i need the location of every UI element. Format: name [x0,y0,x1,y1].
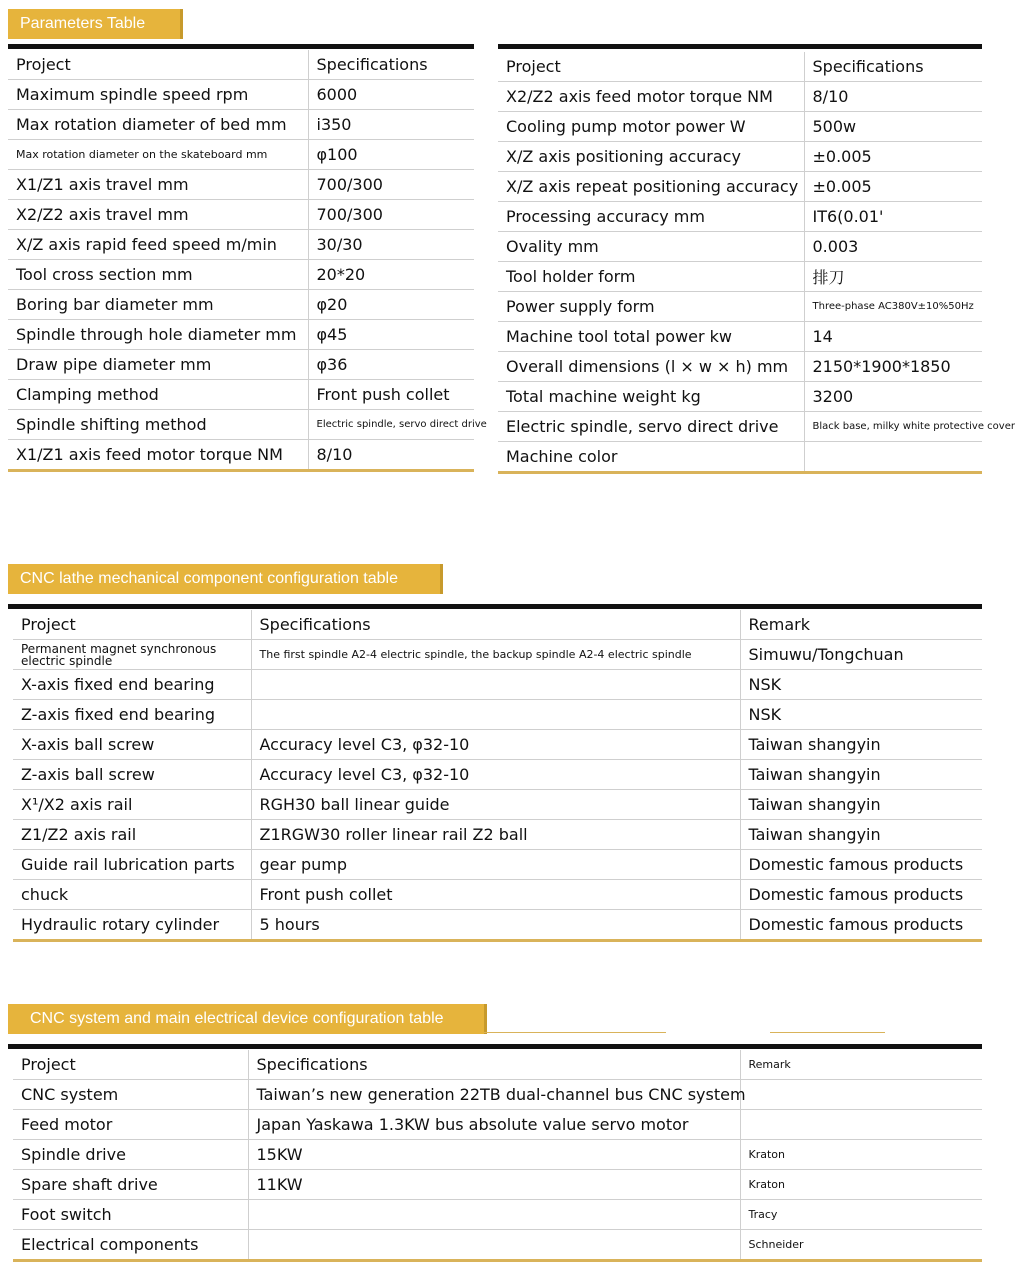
table-row [13,700,982,730]
table-row [8,290,474,320]
table-cell: X/Z axis repeat positioning accuracy [498,172,804,202]
table-row [498,82,982,112]
table-cell: Total machine weight kg [498,382,804,412]
table-cell: Z-axis ball screw [13,760,251,790]
table-cell: 6000 [308,80,474,110]
table-header-cell: Specifications [251,610,740,640]
table-cell: i350 [308,110,474,140]
table-row [13,1080,982,1110]
table-cell: Max rotation diameter on the skateboard mm [8,140,308,170]
table-row [498,112,982,142]
parameters-left-table [8,50,487,472]
table-cell: 2150*1900*1850 [804,352,982,382]
table-cell: Maximum spindle speed rpm [8,80,308,110]
table-cell: The first spindle A2-4 electric spindle, the backup spindle A2-4 electric spindle [251,640,740,670]
table-cell: Machine color [498,442,804,473]
table-header-cell: Specifications [804,52,982,82]
table-cell: Taiwan shangyin [740,730,982,760]
table-row [498,262,982,292]
table-cell: Simuwu/Tongchuan [740,640,982,670]
table-cell: 30/30 [308,230,474,260]
table-cell: X/Z axis positioning accuracy [498,142,804,172]
table-cell: 500w [804,112,982,142]
table-cell: Hydraulic rotary cylinder [13,910,251,941]
electrical-table-title: CNC system and main electrical device configuration table [30,1010,444,1027]
table-header-cell: Project [13,610,251,640]
table-row [498,442,982,473]
table-cell: Guide rail lubrication parts [13,850,251,880]
table-cell: X1/Z1 axis feed motor torque NM [8,440,308,471]
table-cell: X2/Z2 axis feed motor torque NM [498,82,804,112]
table-cell: CNC system [13,1080,248,1110]
parameters-left-rule [8,44,474,49]
table-row [8,410,474,440]
table-cell: φ100 [308,140,474,170]
table-row [13,1200,982,1230]
electrical-thin-rule-1 [484,1032,666,1033]
table-row [498,382,982,412]
table-cell [740,1110,982,1140]
table-cell: X/Z axis rapid feed speed m/min [8,230,308,260]
table-row [13,730,982,760]
table-row [13,790,982,820]
table-cell: Permanent magnet synchronous electric spindle [13,640,251,670]
table-header-row [8,50,474,80]
table-row [8,380,474,410]
table-cell: Cooling pump motor power W [498,112,804,142]
table-row [498,202,982,232]
table-cell: Z-axis fixed end bearing [13,700,251,730]
mechanical-table-banner [8,564,440,594]
table-cell: Clamping method [8,380,308,410]
table-row [13,760,982,790]
table-cell: Z1/Z2 axis rail [13,820,251,850]
table-cell: Domestic famous products [740,880,982,910]
table-cell: Taiwan shangyin [740,820,982,850]
table-cell [248,1230,740,1261]
table-cell: Taiwan shangyin [740,790,982,820]
table-row [13,1170,982,1200]
table-header-row [13,610,982,640]
table-cell: X1/Z1 axis travel mm [8,170,308,200]
table-header-cell: Specifications [248,1050,740,1080]
table-cell: X-axis fixed end bearing [13,670,251,700]
table-cell: Tracy [740,1200,982,1230]
table-cell: Domestic famous products [740,910,982,941]
table-row [498,172,982,202]
table-row [8,140,474,170]
table-cell: Spindle drive [13,1140,248,1170]
table-cell: 15KW [248,1140,740,1170]
table-cell: Foot switch [13,1200,248,1230]
table-header-row [498,52,982,82]
table-cell: ±0.005 [804,142,982,172]
table-cell: Draw pipe diameter mm [8,350,308,380]
table-row [498,322,982,352]
table-row [498,352,982,382]
table-row [8,440,474,471]
table-cell: Front push collet [308,380,474,410]
table-header-cell: Project [13,1050,248,1080]
table-row [13,670,982,700]
table-cell [248,1200,740,1230]
mechanical-table [13,610,982,942]
table-header-cell: Remark [740,1050,982,1080]
table-cell: Processing accuracy mm [498,202,804,232]
table-cell: X2/Z2 axis travel mm [8,200,308,230]
table-row [8,260,474,290]
table-row [8,350,474,380]
table-cell: Three-phase AC380V±10%50Hz [804,292,982,322]
electrical-table-banner [8,1004,484,1034]
table-row [498,142,982,172]
table-cell: Power supply form [498,292,804,322]
table-row [13,640,982,670]
table-row [13,880,982,910]
table-cell: 排刀 [804,262,982,292]
electrical-rule [8,1044,982,1049]
table-cell: φ36 [308,350,474,380]
table-cell: Black base, milky white protective cover [804,412,982,442]
parameters-table-title: Parameters Table [20,15,146,32]
table-cell: φ20 [308,290,474,320]
table-row [498,412,982,442]
table-cell: Kraton [740,1140,982,1170]
table-cell: 8/10 [308,440,474,471]
table-cell: 8/10 [804,82,982,112]
table-header-cell: Specifications [308,50,474,80]
table-cell: 14 [804,322,982,352]
table-cell: Tool holder form [498,262,804,292]
table-cell: φ45 [308,320,474,350]
table-row [13,1110,982,1140]
parameters-right-rule [498,44,982,49]
table-row [8,80,474,110]
table-row [13,910,982,941]
electrical-table [13,1050,982,1262]
parameters-right-table [498,52,1015,474]
table-row [13,1230,982,1261]
table-cell: 5 hours [251,910,740,941]
table-cell: Electrical components [13,1230,248,1261]
table-row [8,200,474,230]
table-row [13,820,982,850]
table-cell: 3200 [804,382,982,412]
table-row [498,232,982,262]
table-header-cell: Project [498,52,804,82]
table-cell: Feed motor [13,1110,248,1140]
table-cell: X-axis ball screw [13,730,251,760]
table-row [8,170,474,200]
table-cell: Accuracy level C3, φ32-10 [251,760,740,790]
table-cell: IT6(0.01' [804,202,982,232]
table-cell [740,1080,982,1110]
table-cell [251,670,740,700]
table-cell: 700/300 [308,200,474,230]
table-cell: Spindle through hole diameter mm [8,320,308,350]
table-cell: Max rotation diameter of bed mm [8,110,308,140]
table-cell: Accuracy level C3, φ32-10 [251,730,740,760]
table-cell: Spare shaft drive [13,1170,248,1200]
table-cell: 0.003 [804,232,982,262]
mechanical-rule [8,604,982,609]
table-cell: ±0.005 [804,172,982,202]
table-cell: Tool cross section mm [8,260,308,290]
table-header-cell: Remark [740,610,982,640]
table-cell: NSK [740,670,982,700]
table-cell: Taiwan’s new generation 22TB dual-channel bus CNC system [248,1080,740,1110]
table-cell: 20*20 [308,260,474,290]
table-cell: 700/300 [308,170,474,200]
table-cell: Electric spindle, servo direct drive [498,412,804,442]
table-cell: chuck [13,880,251,910]
table-cell: Ovality mm [498,232,804,262]
table-row [8,110,474,140]
table-cell: Schneider [740,1230,982,1261]
table-cell [804,442,982,473]
table-header-cell: Project [8,50,308,80]
table-cell: Spindle shifting method [8,410,308,440]
table-cell: Domestic famous products [740,850,982,880]
table-cell: X¹/X2 axis rail [13,790,251,820]
table-cell: Front push collet [251,880,740,910]
table-cell: Electric spindle, servo direct drive [308,410,474,440]
electrical-thin-rule-2 [770,1032,885,1033]
table-row [8,230,474,260]
table-header-row [13,1050,982,1080]
table-cell: 11KW [248,1170,740,1200]
table-cell: Kraton [740,1170,982,1200]
table-cell [251,700,740,730]
table-cell: RGH30 ball linear guide [251,790,740,820]
parameters-table-banner [8,9,180,39]
table-cell: Boring bar diameter mm [8,290,308,320]
mechanical-table-title: CNC lathe mechanical component configuration table [20,570,398,587]
table-cell: Machine tool total power kw [498,322,804,352]
table-cell: NSK [740,700,982,730]
table-cell: gear pump [251,850,740,880]
table-cell: Z1RGW30 roller linear rail Z2 ball [251,820,740,850]
table-row [13,1140,982,1170]
table-cell: Taiwan shangyin [740,760,982,790]
table-cell: Overall dimensions (l × w × h) mm [498,352,804,382]
table-row [8,320,474,350]
table-cell: Japan Yaskawa 1.3KW bus absolute value servo motor [248,1110,740,1140]
table-row [13,850,982,880]
table-row [498,292,982,322]
